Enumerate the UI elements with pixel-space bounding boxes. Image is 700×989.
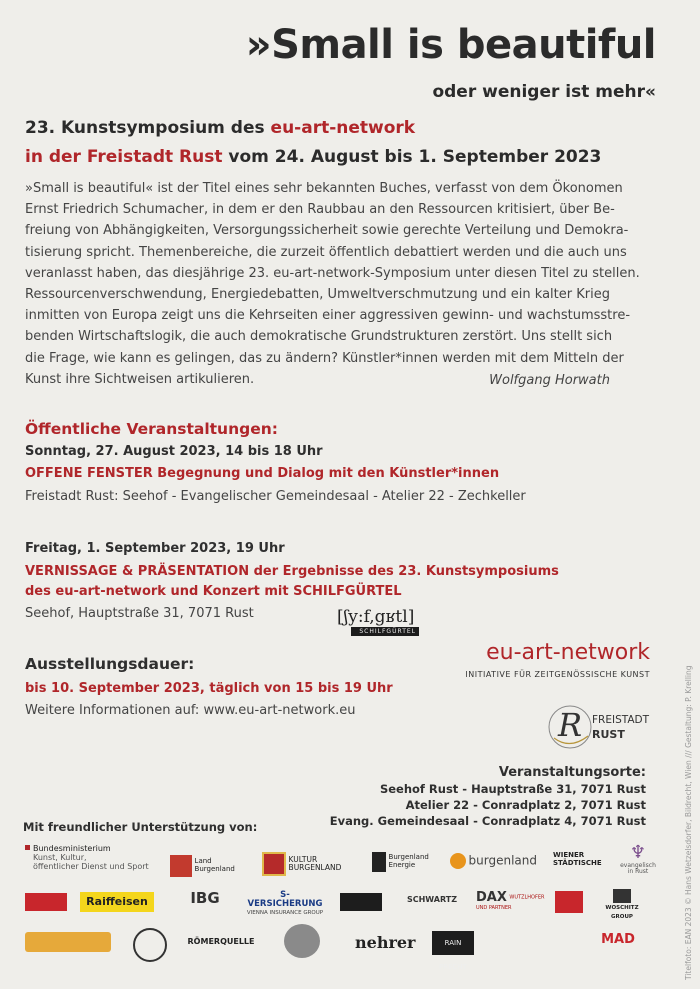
sponsor-evangelisch [620,843,656,876]
sponsor-kultur-burgenland [262,852,357,876]
event2-title-line1: VERNISSAGE & PRÄSENTATION der Ergebnisse des 23. Kunstsymposiums [25,564,559,579]
duration-dates: bis 10. September 2023, täglich von 15 bis 19 Uhr [25,681,393,696]
intro-line: tisierung spricht. Themenbereiche, die zurzeit öffentlich debattiert werden und die auch uns [25,244,627,260]
sponsor-schwartz: SCHWARTZ [406,895,458,904]
sponsor-logo-round [133,928,167,962]
sponsor-land-burgenland [170,855,240,877]
sponsor-logo-rj [512,929,572,957]
sponsor-wiener-staedtische [553,852,603,867]
venue-item: Atelier 22 - Conradplatz 2, 7071 Rust [405,798,646,812]
events-heading: Öffentliche Veranstaltungen: [25,420,278,438]
schilfguertel-logo-bar: SCHILFGÜRTEL [351,627,419,636]
wiener-line: WIENER [553,851,585,859]
venues-heading: Veranstaltungsorte: [498,765,646,780]
intro-line: »Small is beautiful« ist der Titel eines sehr bekannten Buches, verfasst von dem Ökonomen [25,181,623,196]
credit-text: Titelfoto: EAN 2023 © Hans Wetzelsdorfer, Bildrecht, Wien /// Gestaltung: P. Krelling [684,665,693,980]
venue-item: Evang. Gemeindesaal - Conradplatz 4, 7071 Rust [329,814,646,828]
woschitz-name: WOSCHITZ GROUP [605,905,639,920]
dax-name: DAX [476,890,507,905]
intro-line: inmitten von Europa zeigt uns die Kehrseiten einer aggressiven gewinn- und wachstumsstre- [25,308,631,324]
sponsor-s-versicherung [245,891,325,916]
dax-sub: WUTZLHOFER UND PARTNER [476,894,545,912]
headline-line1 [25,114,601,143]
event2-location: Seehof, Hauptstraße 31, 7071 Rust [25,606,254,621]
wiener-line: STÄDTISCHE [553,858,602,867]
sponsor-logo-orange [25,932,111,952]
headline-network: eu-art-network [270,118,416,138]
sun-icon [450,853,466,869]
sponsor-bmk [25,845,165,871]
evang-line: evangelisch [620,861,656,869]
woschitz-icon [613,889,631,903]
intro-line: freiung von Abhängigkeiten, Versorgungssicherheit sowie gerechte Verteilung und Demokra- [25,223,629,239]
energie-icon [372,852,386,872]
land-line: Land [194,857,212,866]
sversicherung-name: S-VERSICHERUNG [247,890,323,910]
sponsor-mad: MAD [601,932,635,947]
intro-line: Ressourcenverschwendung, Energiedebatten, Umweltverschmutzung und ein kalter Krieg [25,287,610,303]
headline-location: in der Freistadt Rust [25,147,223,167]
burgenland-wordmark: burgenland [468,853,538,868]
land-line: Burgenland [194,865,235,873]
kultur-crest-icon [262,852,286,876]
duration-heading: Ausstellungsdauer: [25,655,195,673]
intro-line: Ernst Friedrich Schumacher, in dem er den Raubbau an den Ressourcen kritisiert, über Be- [25,202,615,218]
support-heading: Mit freundlicher Unterstützung von: [23,820,258,834]
austria-flag-icon [25,845,30,850]
sponsor-logo-red [25,893,67,911]
event2-title-line2: des eu-art-network und Konzert mit SCHILFGÜRTEL [25,584,402,599]
headline [25,114,601,172]
dove-icon: ♆ [629,842,647,863]
headline-text: 23. Kunstsymposium des [25,118,271,138]
headline-line2 [25,143,601,172]
rust-logo-letter: R [558,706,583,744]
sponsor-ibg: IBG [190,889,220,907]
bmk-line: Bundesministerium [33,844,111,853]
vertical-credit [684,530,696,980]
sponsor-burgenland-tourism [450,853,545,869]
event1-location: Freistadt Rust: Seehof - Evangelischer Gemeindesaal - Atelier 22 - Zechkeller [25,489,526,504]
sponsor-raiffeisen: Raiffeisen [80,892,154,912]
evang-line: in Rust [627,868,649,876]
intro-paragraph [25,178,665,390]
burgenland-crest-icon [170,855,192,877]
headline-dates: vom 24. August bis 1. September 2023 [222,147,602,167]
intro-line: benden Wirtschaftslogik, die auch demokratische Grundstrukturen zerstört. Uns stellt sich [25,329,613,345]
kultur-line: KULTUR [288,854,318,864]
poster-subtitle: oder weniger ist mehr« [432,82,656,102]
sponsor-woschitz [598,889,646,921]
kultur-line: BURGENLAND [288,863,342,872]
sponsor-burgenland-energie [372,852,442,872]
freistadt-rust-logo [548,700,648,754]
sponsor-nehrer: nehrer [355,933,416,952]
intro-line: die Frage, wie kann es gelingen, das zu ändern? Künstler*innen werden mit dem Mitteln der [25,350,624,366]
bmk-line: Kunst, Kultur, [33,852,87,862]
poster-title: »Small is beautiful [245,22,656,68]
rust-logo-line1: FREISTADT [592,714,650,726]
sponsor-logo-house [555,891,583,913]
rust-logo-line2: RUST [592,728,625,741]
sponsor-roemerquelle: RÖMERQUELLE [187,937,255,946]
schilfguertel-logo [337,607,419,643]
event2-date: Freitag, 1. September 2023, 19 Uhr [25,541,285,556]
schilfguertel-logo-text: [ʃy:f,gʁtl] [337,607,415,627]
sversicherung-sub: VIENNA INSURANCE GROUP [246,909,324,916]
energie-line: Burgenland [388,853,429,862]
sponsor-logo-crest [284,924,320,958]
author-signature: Wolfgang Horwath [489,373,610,388]
sponsor-dax [476,891,546,914]
intro-line: Kunst ihre Sichtweisen artikulieren. [25,371,255,387]
event1-title: OFFENE FENSTER Begegnung und Dialog mit den Künstler*innen [25,466,500,481]
eu-art-network-tagline: INITIATIVE FÜR ZEITGENÖSSISCHE KUNST [465,670,650,679]
event1-date: Sonntag, 27. August 2023, 14 bis 18 Uhr [25,444,323,459]
sponsor-rainprecht: RAIN PRECHT [432,931,474,955]
eu-art-network-logo: eu-art-network [486,640,650,665]
more-info-link[interactable]: Weitere Informationen auf: www.eu-art-network.eu [25,703,356,718]
venue-item: Seehof Rust - Hauptstraße 31, 7071 Rust [379,782,646,796]
energie-line: Energie [388,861,416,869]
bmk-line: öffentlicher Dienst und Sport [33,861,149,871]
intro-line: veranlasst haben, das diesjährige 23. eu-art-network-Symposium unter diesen Titel zu stellen. [25,265,640,281]
sponsor-logo-dark [340,893,382,911]
